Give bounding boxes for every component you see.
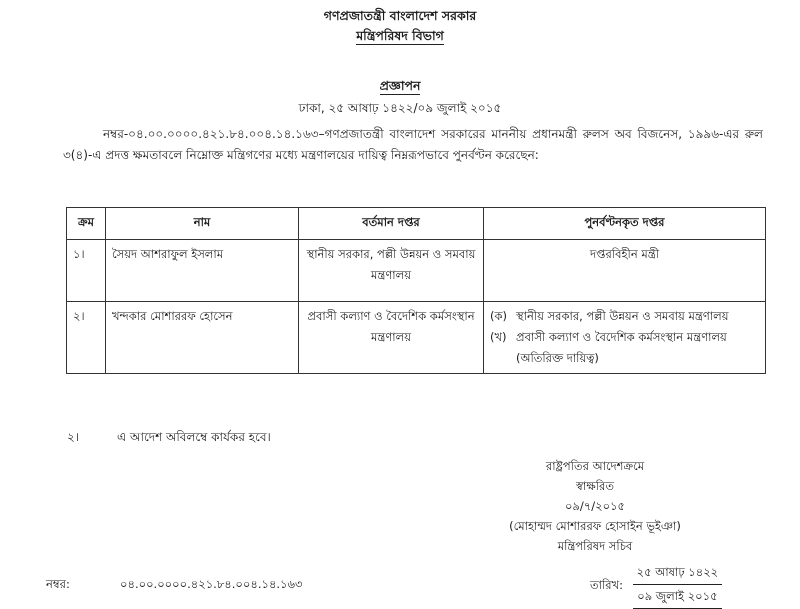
signatory-title: মন্ত্রিপরিষদ সচিব — [557, 539, 633, 553]
clause-number: ২। — [67, 430, 80, 444]
assignment-table — [66, 207, 766, 374]
table-row — [67, 240, 766, 302]
item-marker: (ক) — [490, 309, 508, 323]
signature-block — [480, 456, 710, 556]
table-row — [67, 302, 766, 374]
date-line: ঢাকা, ২৫ আষাঢ় ১৪২২/০৯ জুলাই ২০১৫ — [298, 101, 502, 115]
clause-text: এ আদেশ অবিলম্বে কার্যকর হবে। — [117, 430, 271, 444]
memo-number: ০৪.০০.০০০০.৪২১.৮৪.০০৪.১৪.১৬৩ — [120, 577, 303, 591]
item-marker: (খ) — [490, 330, 507, 344]
memo-number-line — [46, 576, 302, 595]
date-label: তারিখ: — [590, 578, 624, 592]
row-current: প্রবাসী কল্যাণ ও বৈদেশিক কর্মসংস্থান মন্ত্রণালয় — [299, 302, 484, 374]
notice-title: প্রজ্ঞাপন — [379, 78, 421, 93]
order-by: রাষ্ট্রপতির আদেশক্রমে — [545, 459, 645, 473]
col-serial-header: ক্রম — [67, 208, 106, 240]
col-current-header: বর্তমান দপ্তর — [299, 208, 484, 240]
item-text: প্রবাসী কল্যাণ ও বৈদেশিক কর্মসংস্থান মন্ত্রণালয় (অতিরিক্ত দায়িত্ব) — [516, 330, 727, 365]
table-header-row — [67, 208, 766, 240]
notice-heading — [0, 78, 800, 98]
government-title: গণপ্রজাতন্ত্রী বাংলাদেশ সরকার — [323, 8, 477, 23]
date-bangla: ২৫ আষাঢ় ১৪২২ — [633, 564, 723, 585]
signature-date: ০৯/৭/২০১৫ — [564, 499, 626, 513]
row-serial: ২। — [67, 302, 106, 374]
item-text: স্থানীয় সরকার, পল্লী উন্নয়ন ও সমবায় মন্ত্রণালয় — [516, 309, 729, 323]
row-reassigned: দপ্তরবিহীন মন্ত্রী — [484, 240, 766, 302]
col-name-header: নাম — [106, 208, 299, 240]
paragraph-text: নম্বর-০৪.০০.০০০০.৪২১.৮৪.০০৪.১৪.১৬৩–গণপ্রজাতন্ত্রী বাংলাদেশ সরকারের মাননীয় প্রধানমন্ত্রী রুলস অব বিজনেস, ১৯৯৬-এর রুল ৩(৪)-এ প্রদত্ত ক্ষমতাবলে নিম্নোক্ত মন্ত্রিগণের মধ্যে মন্ত্রণালয়ের দায়িত্ব নিম্নরূপভাবে পুনর্বণ্টন করেছেন: — [63, 127, 763, 162]
reassigned-item — [490, 306, 759, 327]
date-english: ০৯ জুলাই ২০১৫ — [633, 587, 723, 609]
row-current: স্থানীয় সরকার, পল্লী উন্নয়ন ও সমবায় মন্ত্রণালয় — [299, 240, 484, 302]
notice-paragraph — [63, 124, 763, 166]
row-name: খন্দকার মোশাররফ হোসেন — [106, 302, 299, 374]
row-name: সৈয়দ আশরাফুল ইসলাম — [106, 240, 299, 302]
row-reassigned — [484, 302, 766, 374]
col-reassigned-header: পুনর্বণ্টনকৃত দপ্তর — [484, 208, 766, 240]
memo-label: নম্বর: — [46, 577, 70, 591]
clause-2 — [67, 429, 271, 449]
reassigned-item — [490, 327, 759, 369]
signatory-name: (মোহাম্মদ মোশাররফ হোসাইন ভূইঞা) — [509, 519, 681, 533]
row-serial: ১। — [67, 240, 106, 302]
date-stack — [633, 564, 723, 609]
date-block — [590, 564, 722, 609]
signed-label: স্বাক্ষরিত — [576, 479, 614, 493]
division-title — [0, 28, 800, 48]
division-name: মন্ত্রিপরিষদ বিভাগ — [356, 28, 444, 43]
